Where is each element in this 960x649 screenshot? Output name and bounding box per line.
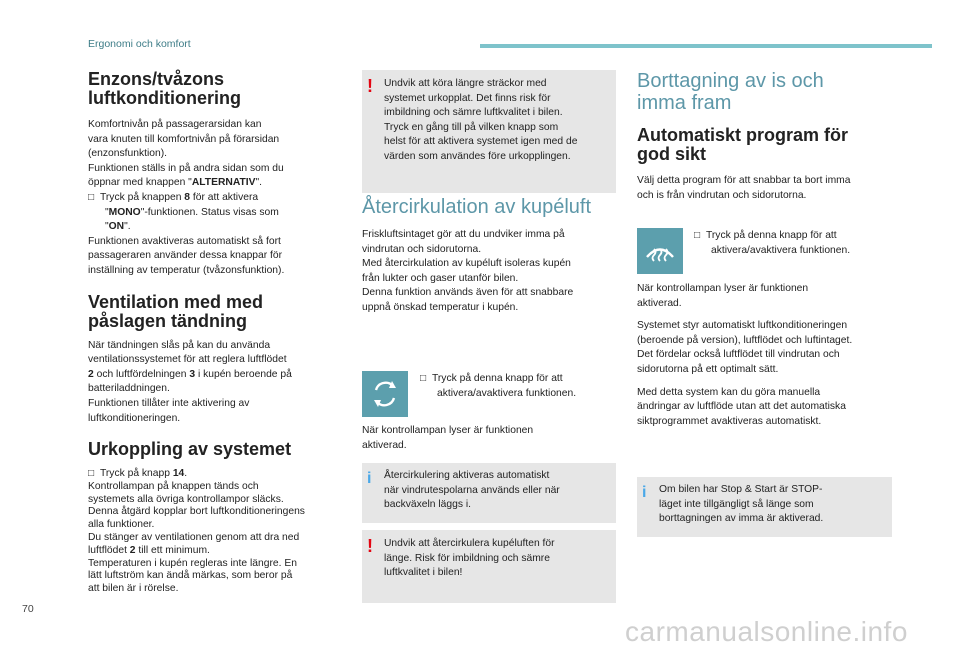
text-line: Tryck på denna knapp för att <box>431 373 563 384</box>
text-line: Funktionen tillåter inte aktivering av <box>88 397 250 409</box>
warning-box-2 <box>362 530 616 603</box>
text-line: Välj detta program för att snabbar ta bort imma <box>637 175 851 186</box>
defrost-instruction <box>694 229 894 258</box>
heading-line-1: Automatiskt program för <box>637 125 849 145</box>
warning-box-1 <box>362 70 616 193</box>
paragraph <box>637 282 907 311</box>
heading-line-1: Borttagning av is och <box>637 70 824 92</box>
text-line: Återcirkulering aktiveras automatiskt <box>384 470 550 481</box>
status-text: ON <box>108 221 125 233</box>
text-line: passageraren använder dessa knappar för <box>88 250 283 262</box>
column-3 <box>637 70 907 203</box>
info-icon: i <box>642 484 647 501</box>
text-line: Kontrollampan på knappen tänds och <box>88 480 259 492</box>
text-line: (beroende på version), luftflödet och luftintaget. <box>637 334 853 346</box>
text-line: (enzonsfunktion). <box>88 148 167 160</box>
warning-icon: ! <box>367 536 373 556</box>
text-line: aktivera/avaktivera funktionen. <box>711 244 851 256</box>
text-line: aktiverad. <box>362 439 407 451</box>
page-number: 70 <box>22 603 34 615</box>
text-line: batteriladdningen. <box>88 383 170 395</box>
text-line: och is från vindrutan och sidorutorna. <box>637 189 807 201</box>
text-line: " <box>105 221 109 233</box>
text-line: Med detta system kan du göra manuella <box>637 386 821 398</box>
text-line: Med återcirkulation av kupéluft isoleras kupén <box>362 258 571 270</box>
text-line: uppnå önskad temperatur i kupén. <box>362 301 519 313</box>
text-line: systemets alla övriga kontrollampor släcks. <box>88 493 284 505</box>
text-line: " <box>105 206 109 218</box>
heading-line-2: imma fram <box>637 92 732 114</box>
heading-line-2: luftkonditionering <box>88 88 241 108</box>
heading-line-2: påslagen tändning <box>88 310 248 331</box>
heading-line-1: Ventilation med med <box>88 291 264 312</box>
text-line: lätt luftström kan ändå märkas, som beror på <box>88 570 293 582</box>
number: 2 <box>129 544 136 556</box>
bullet-icon: □ <box>88 468 100 480</box>
text-line: aktivera/avaktivera funktionen. <box>437 387 577 399</box>
number: 8 <box>184 191 191 203</box>
text-line: Funktionen avaktiveras automatiskt så fort <box>88 235 281 247</box>
number: 2 <box>88 368 94 380</box>
paragraph <box>88 468 350 596</box>
text-line: för att aktivera <box>190 191 259 203</box>
heading-enzons <box>88 70 350 108</box>
text-line: Funktionen ställs in på andra sidan som du <box>88 162 284 174</box>
text-line: i kupén beroende på <box>195 368 292 380</box>
column-1 <box>88 70 350 596</box>
text-line: systemet urkopplat. Det finns risk för <box>384 92 551 104</box>
text-line: värden som användes före urkopplingen. <box>384 150 571 162</box>
paragraph <box>88 118 350 279</box>
info-box-2 <box>637 477 892 537</box>
column-2-heading <box>362 196 622 218</box>
text-line: Undvik att köra längre sträckor med <box>384 78 547 89</box>
text-line: vara knuten till komfortnivån på förarsidan <box>88 133 280 145</box>
text-line: inställning av temperatur (tvåzonsfunktion). <box>88 264 285 276</box>
heading-recirculation: Återcirkulation av kupéluft <box>362 196 592 218</box>
text-line: Tryck på knappen <box>99 191 185 203</box>
paragraph <box>88 339 350 427</box>
recirculation-instruction <box>420 372 615 401</box>
defrost-button-icon <box>637 228 683 274</box>
info-icon: i <box>367 470 372 487</box>
number: 14 <box>172 468 185 480</box>
section-header: Ergonomi och komfort <box>88 38 191 50</box>
text-line: Systemet styr automatiskt luftkonditioneringen <box>637 320 848 332</box>
text-line: ". <box>255 177 263 189</box>
text-line: När tändningen slås på kan du använda <box>88 339 271 351</box>
number: 3 <box>189 368 196 380</box>
text-line: Tryck på knapp <box>99 468 173 480</box>
text-line: till ett minimum. <box>135 544 210 556</box>
text-line: Det fördelar också luftflödet till vindrutan och <box>637 349 840 361</box>
recirculation-icon <box>362 371 408 417</box>
text-line: att bilen är i rörelse. <box>88 583 179 595</box>
text-line: Denna åtgärd kopplar bort luftkonditioneringens <box>88 506 305 518</box>
text-line: Tryck på denna knapp för att <box>705 230 837 241</box>
text-line: Komfortnivån på passagerarsidan kan <box>88 119 262 130</box>
text-line: helst för att aktivera systemet igen med de <box>384 136 578 148</box>
heading-ventilation <box>88 293 350 331</box>
text-line: Friskluftsintaget gör att du undviker imma på <box>362 229 565 240</box>
paragraph <box>637 319 907 377</box>
text-line: länge. Risk för imbildning och sämre <box>384 552 550 564</box>
text-line: Undvik att återcirkulera kupéluften för <box>384 538 555 549</box>
text-line: när vindrutespolarna används eller när <box>384 484 560 496</box>
bullet-icon: □ <box>694 230 706 241</box>
text-line: luftflödet <box>88 544 130 556</box>
recirculation-button-icon <box>362 371 408 417</box>
text-line: Du stänger av ventilationen genom att dra ned <box>88 532 300 544</box>
text-line: siktprogrammet avaktiveras automatiskt. <box>637 415 822 427</box>
bullet-icon: □ <box>420 373 432 384</box>
heading-urkoppling: Urkoppling av systemet <box>88 439 292 460</box>
warning-icon: ! <box>367 76 373 96</box>
heading-line-1: Enzons/tvåzons <box>88 69 225 89</box>
paragraph <box>637 386 907 430</box>
text-line: och luftfördelningen <box>93 368 190 380</box>
text-line: Tryck en gång till på vilken knapp som <box>384 121 559 133</box>
column-3-lower <box>637 282 907 429</box>
text-line: luftkvalitet i bilen! <box>384 567 463 579</box>
text-line: luftkonditioneringen. <box>88 412 181 424</box>
text-line: Om bilen har Stop & Start är STOP- <box>659 484 823 495</box>
text-line: imbildning och sämre luftkvalitet i bilen. <box>384 107 563 119</box>
heading-line-2: god sikt <box>637 144 707 164</box>
text-line: borttagningen av imma är aktiverad. <box>659 513 824 525</box>
heading-auto-program <box>637 126 907 164</box>
text-line: från lukter och gaser utanför bilen. <box>362 272 519 284</box>
bullet-icon: □ <box>88 191 100 203</box>
column-2-text <box>362 228 616 316</box>
watermark: carmanualsonline.info <box>625 616 908 647</box>
text-line: aktiverad. <box>637 297 682 309</box>
text-line: vindrutan och sidorutorna. <box>362 243 482 255</box>
text-line: ventilationssystemet för att reglera luftflödet <box>88 354 287 366</box>
text-line: . <box>184 468 188 480</box>
button-name: ALTERNATIV <box>191 177 256 189</box>
paragraph <box>637 174 907 203</box>
text-line: När kontrollampan lyser är funktionen <box>362 425 534 436</box>
text-line: sidorutorna på ett optimalt sätt. <box>637 363 779 375</box>
text-line: När kontrollampan lyser är funktionen <box>637 283 809 294</box>
header-bar <box>480 44 932 48</box>
text-line: öppnar med knappen " <box>88 177 192 189</box>
front-defrost-icon <box>637 228 683 274</box>
text-line: alla funktioner. <box>88 519 155 531</box>
recirculation-status-text <box>362 424 616 453</box>
text-line: Temperaturen i kupén regleras inte längre. En <box>88 557 297 569</box>
info-box-1 <box>362 463 616 523</box>
function-name: MONO <box>108 206 141 218</box>
text-line: Denna funktion används även för att snabbare <box>362 287 574 299</box>
heading-defrost <box>637 70 907 114</box>
text-line: backväxeln läggs i. <box>384 499 472 511</box>
text-line: läget inte tillgängligt så länge som <box>659 498 814 510</box>
text-line: ". <box>124 221 131 233</box>
text-line: ändringar av luftflöde utan att det automatiska <box>637 401 846 413</box>
text-line: "-funktionen. Status visas som <box>140 206 279 218</box>
